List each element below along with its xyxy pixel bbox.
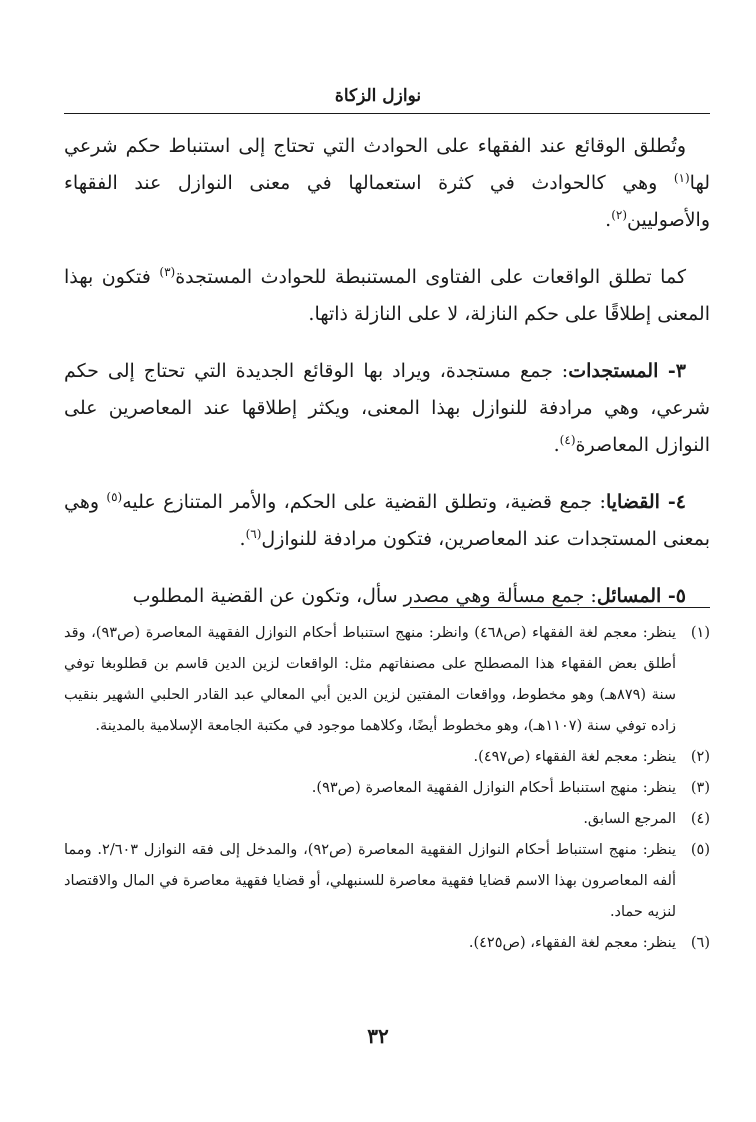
- header-rule: [64, 113, 710, 114]
- paragraph-1-text-a: وتُطلق الوقائع عند الفقهاء على الحوادث التي تحتاج إلى استنباط حكم شرعي لها: [64, 135, 710, 194]
- footnote-3: [64, 773, 710, 804]
- footnote-1-number: (١): [690, 625, 710, 641]
- paragraph-2-text-a: كما تطلق الواقعات على الفتاوى المستنبطة للحوادث المستجدة: [175, 266, 686, 288]
- footnote-ref-4: (٤): [559, 433, 576, 447]
- footnote-4-text: المرجع السابق.: [583, 811, 676, 827]
- paragraph-1-text-c: .: [605, 209, 612, 231]
- footnote-ref-3: (٣): [159, 265, 176, 279]
- footnote-6-text: ينظر: معجم لغة الفقهاء، (ص٤٢٥).: [468, 935, 676, 951]
- paragraph-4: [64, 484, 710, 558]
- paragraph-4-text-c: .: [239, 528, 246, 550]
- page-number: ٣٢: [367, 1024, 389, 1048]
- paragraph-3: [64, 353, 710, 464]
- footnote-ref-5: (٥): [106, 490, 123, 504]
- paragraph-2: [64, 259, 710, 333]
- paragraph-4-text-a: : جمع قضية، وتطلق القضية على الحكم، والأمر المتنازع عليه: [122, 491, 606, 513]
- footnote-1-text: ينظر: معجم لغة الفقهاء (ص٤٦٨) وانظر: منهج استنباط أحكام النوازل الفقهية المعاصرة (ص٩٣)، وقد أطلق بعض الفقهاء هذا المصطلح على مصنفاتهم مثل: الواقعات لزين الدين قاسم بن قطلوبغا توفي سنة (٨٧٩هـ) وهو مخطوط، وواقعات المفتين لزين الدين أبي المعالي عبد القادر الحلبي الشهير بنقيب زاده توفي سنة (١١٠٧هـ)، وهو مخطوط أيضًا، وكلاهما موجود في مكتبة الجامعة الإسلامية بالمدينة.: [64, 625, 676, 734]
- running-title: نوازل الزكاة: [334, 86, 422, 106]
- term-qadaya: ٤- القضايا: [605, 491, 686, 513]
- footnote-1: [64, 618, 710, 742]
- footnotes: [64, 618, 710, 959]
- paragraph-4-text-b: وهي بمعنى المستجدات عند المعاصرين، فتكون مرادفة للنوازل: [64, 491, 710, 550]
- footnote-6: [64, 928, 710, 959]
- footnote-4-number: (٤): [690, 811, 710, 827]
- footnote-5-text: ينظر: منهج استنباط أحكام النوازل الفقهية المعاصرة (ص٩٢)، والمدخل إلى فقه النوازل ٢/٦٠٣. ومما ألفه المعاصرون بهذا الاسم قضايا فقهية معاصرة للسنبهلي، أو قضايا فقهية معاصرة في المال والاقتصاد لنزيه حماد.: [64, 842, 676, 920]
- footnote-6-number: (٦): [690, 935, 710, 951]
- footnote-separator: [410, 607, 710, 608]
- footnote-5: [64, 835, 710, 928]
- paragraph-3-text-b: .: [553, 434, 560, 456]
- footnote-2-number: (٢): [690, 749, 710, 765]
- term-mustajaddat: ٣- المستجدات: [568, 360, 687, 382]
- footnote-3-text: ينظر: منهج استنباط أحكام النوازل الفقهية المعاصرة (ص٩٣).: [311, 780, 676, 796]
- paragraph-3-text-a: : جمع مستجدة، ويراد بها الوقائع الجديدة التي تحتاج إلى حكم شرعي، وهي مرادفة للنوازل بهذا المعنى، ويكثر إطلاقها عند المعاصرين على النوازل المعاصرة: [64, 360, 710, 456]
- footnote-2: [64, 742, 710, 773]
- footnote-ref-6: (٦): [245, 527, 262, 541]
- paragraph-1: [64, 128, 710, 239]
- paragraph-1-text-b: وهي كالحوادث في كثرة استعمالها في معنى النوازل عند الفقهاء والأصوليين: [64, 172, 710, 231]
- footnote-5-number: (٥): [690, 842, 710, 858]
- footnote-ref-1: (١): [673, 171, 690, 185]
- footnote-4: [64, 804, 710, 835]
- paragraph-2-text-b: فتكون بهذا المعنى إطلاقًا على حكم النازلة، لا على النازلة ذاتها.: [64, 266, 710, 325]
- paragraph-5-text-a: : جمع مسألة وهي مصدر سأل، وتكون عن القضية المطلوب: [132, 585, 597, 607]
- footnote-2-text: ينظر: معجم لغة الفقهاء (ص٤٩٧).: [473, 749, 676, 765]
- paragraph-5: [64, 578, 710, 615]
- term-masail: ٥- المسائل: [596, 585, 686, 607]
- footnote-ref-2: (٢): [611, 208, 628, 222]
- main-text: [64, 128, 710, 635]
- footnote-3-number: (٣): [690, 780, 710, 796]
